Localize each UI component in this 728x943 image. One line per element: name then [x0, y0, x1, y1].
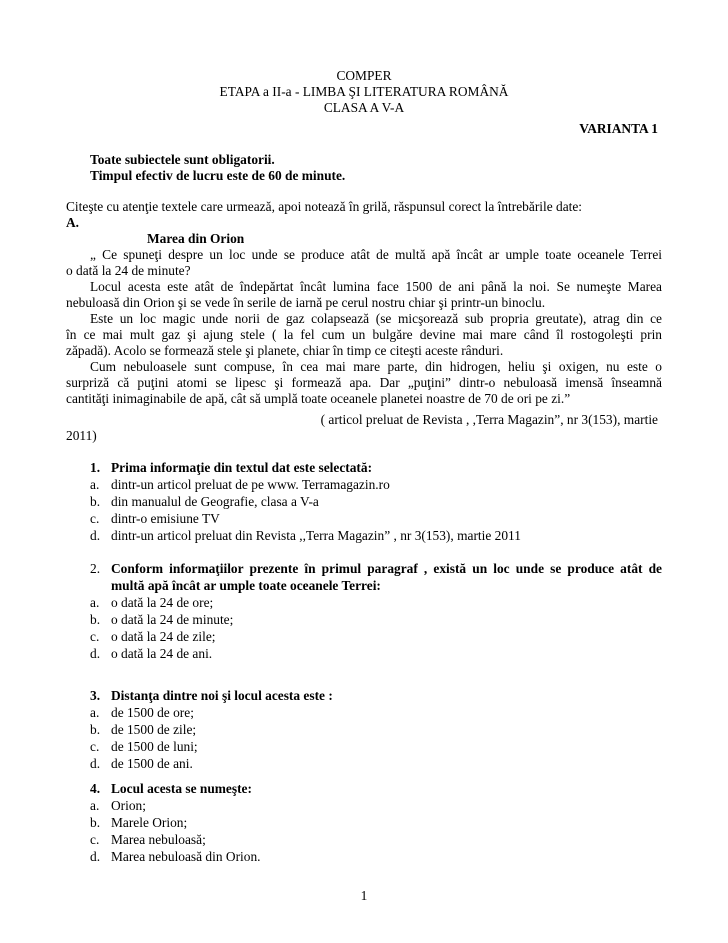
option-text: o dată la 24 de zile;	[111, 629, 216, 644]
option-text: o dată la 24 de ore;	[111, 595, 214, 610]
question-number: 4.	[90, 781, 101, 796]
question-text: Locul acesta se numeşte:	[111, 781, 252, 796]
option-letter: a.	[90, 798, 100, 813]
option-letter: d.	[90, 646, 101, 661]
option-letter: a.	[90, 595, 100, 610]
question-text: Distanţa dintre noi şi locul acesta este :	[111, 688, 333, 703]
option-text: de 1500 de ani.	[111, 756, 193, 771]
article-source: ( articol preluat de Revista , ,Terra Magazin”, nr 3(153), martie	[320, 412, 658, 427]
option-letter: c.	[90, 629, 100, 644]
option-text: de 1500 de luni;	[111, 739, 198, 754]
option-letter: c.	[90, 739, 100, 754]
page-number: 1	[360, 888, 368, 903]
question-number: 3.	[90, 688, 101, 703]
option-letter: d.	[90, 528, 101, 543]
option-letter: b.	[90, 494, 101, 509]
option-letter: b.	[90, 612, 101, 627]
option-text: Marea nebuloasă din Orion.	[111, 849, 261, 864]
option-text: o dată la 24 de ani.	[111, 646, 213, 661]
option-letter: d.	[90, 756, 101, 771]
article-line: zăpadă). Acolo se formează stele şi planete, chiar în timp ce citeşti aceste rânduri.	[66, 343, 504, 358]
option-letter: d.	[90, 849, 101, 864]
article-line: cantităţi inimaginabile de apă, cât să umplă toate oceanele planetei noastre de 70 de ori pe zi.”	[66, 391, 571, 406]
question-number: 2.	[90, 561, 101, 576]
option-letter: a.	[90, 477, 100, 492]
article-line: „ Ce spuneţi despre un loc unde se produce atât de multă apă încât ar umple toate oceanele Terrei	[90, 247, 662, 262]
variant-label: VARIANTA 1	[579, 121, 658, 136]
option-text: o dată la 24 de minute;	[111, 612, 234, 627]
option-text: dintr-o emisiune TV	[111, 511, 220, 526]
grade-level: CLASA A V-A	[323, 100, 405, 115]
text-title: Marea din Orion	[147, 231, 245, 246]
option-text: din manualul de Geografie, clasa a V-a	[111, 494, 319, 509]
question-text: Conform informaţiilor prezente în primul paragraf , există un loc unde se produce atât de	[111, 561, 662, 576]
question-number: 1.	[90, 460, 101, 475]
article-line: în ce mai mult gaz şi ajung stele ( la fel cum un bulgăre devine mai mare când îl rostogoleşti prin	[66, 327, 662, 342]
article-line: surpriză că puţini atomi se lipesc şi formează apa. Dar „puţini” dintr-o nebuloasă imensă înseamnă	[66, 375, 662, 390]
option-letter: a.	[90, 705, 100, 720]
option-letter: b.	[90, 722, 101, 737]
option-text: de 1500 de zile;	[111, 722, 197, 737]
option-text: Marele Orion;	[111, 815, 188, 830]
rule-mandatory: Toate subiectele sunt obligatorii.	[90, 152, 275, 167]
article-line: Cum nebuloasele sunt compuse, în cea mai mare parte, din hidrogen, heliu şi oxigen, nu este o	[90, 359, 662, 374]
article-line: o dată la 24 de minute?	[66, 263, 191, 278]
article-source-year: 2011)	[66, 428, 97, 443]
article-line: nebuloasă din Orion şi se vede în serile de iarnă pe cerul nostru chiar şi printr-un binoclu.	[66, 295, 546, 310]
option-text: dintr-un articol preluat de pe www. Terramagazin.ro	[111, 477, 390, 492]
option-text: Marea nebuloasă;	[111, 832, 206, 847]
section-label: A.	[66, 215, 80, 230]
article-line: Locul acesta este atât de îndepărtat încât lumina face 1500 de ani până la noi. Se numeşte Marea	[90, 279, 662, 294]
exam-stage: ETAPA a II-a - LIMBA ŞI LITERATURA ROMÂNĂ	[219, 84, 509, 99]
article-line: Este un loc magic unde norii de gaz colapsează (se micşorează sub propria greutate), atrag din ce	[90, 311, 662, 326]
option-letter: b.	[90, 815, 101, 830]
instruction-text: Citeşte cu atenţie textele care urmează, apoi notează în grilă, răspunsul corect la întrebările date:	[66, 199, 583, 214]
option-letter: c.	[90, 832, 100, 847]
option-text: Orion;	[111, 798, 146, 813]
question-text-continued: multă apă încât ar umple toate oceanele Terrei:	[111, 578, 381, 593]
option-text: de 1500 de ore;	[111, 705, 194, 720]
contest-name: COMPER	[336, 68, 392, 83]
question-text: Prima informaţie din textul dat este selectată:	[111, 460, 373, 475]
option-letter: c.	[90, 511, 100, 526]
rule-time: Timpul efectiv de lucru este de 60 de minute.	[90, 168, 346, 183]
option-text: dintr-un articol preluat din Revista ,,Terra Magazin” , nr 3(153), martie 2011	[111, 528, 521, 543]
